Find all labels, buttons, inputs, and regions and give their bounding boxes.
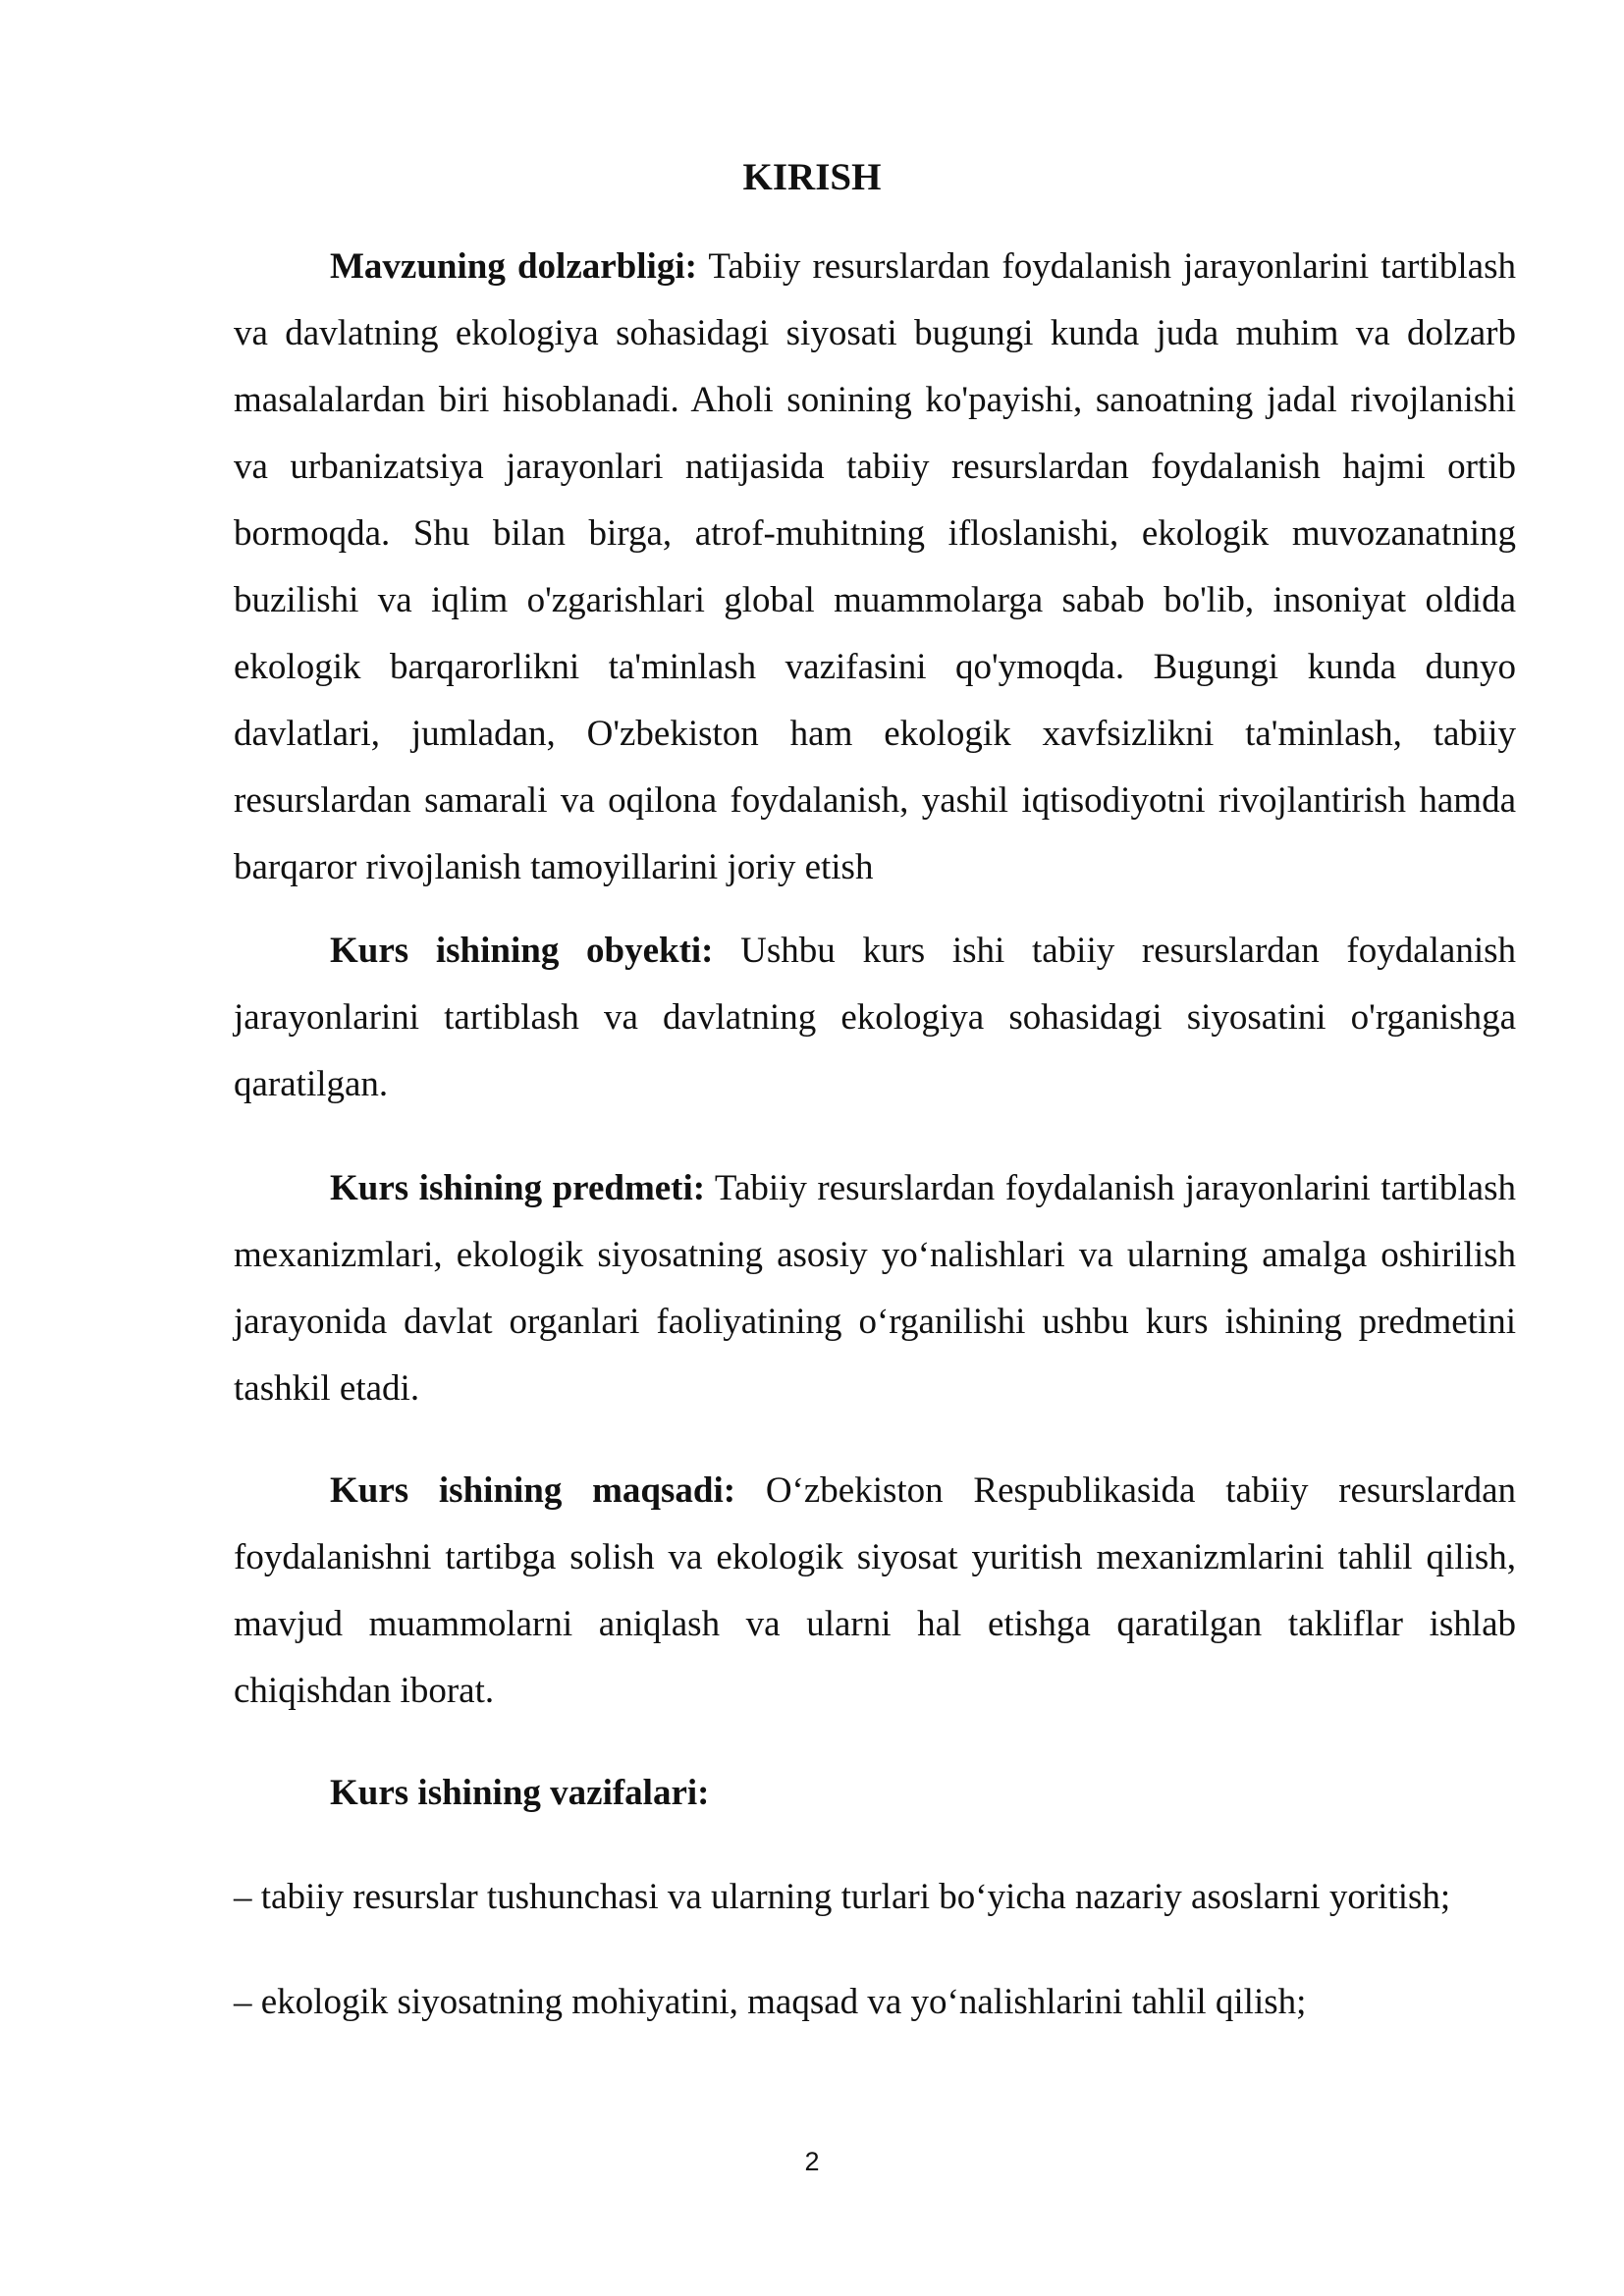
task-list-item: – ekologik siyosatning mohiyatini, maqsad va yo‘nalishlarini tahlil qilish; [234,1982,1307,2022]
paragraph-goal [234,1458,1516,1725]
paragraph-lead: Kurs ishining maqsadi: [330,1470,736,1511]
page-number: 2 [804,2147,820,2176]
paragraph-lead: Mavzuning dolzarbligi: [330,246,697,287]
paragraph-text: O‘zbekiston Respublikasida tabiiy resurslardan foydalanishni tartibga solish va ekologik siyosat yuritish mexanizmlarini tahlil qilish, mavjud muammolarni aniqlash va ularni hal etishga qaratilgan takliflar ishlab chiqishdan iborat. [234,1470,1516,1711]
task-list-item: – tabiiy resurslar tushunchasi va ularning turlari bo‘yicha nazariy asoslarni yoritish; [234,1877,1451,1917]
paragraph-lead: Kurs ishining obyekti: [330,931,714,971]
paragraph-text: Tabiiy resurslardan foydalanish jarayonlarini tartiblash mexanizmlari, ekologik siyosatning asosiy yo‘nalishlari va ularning amalga oshirilish jarayonida davlat organlari faoliyatining o‘rganilishi ushbu kurs ishining predmetini tashkil etadi. [234,1168,1516,1409]
tasks-heading: Kurs ishining vazifalari: [330,1773,710,1813]
paragraph-subject [234,1155,1516,1422]
page-title: KIRISH [742,156,882,198]
paragraph-text: Ushbu kurs ishi tabiiy resurslardan foydalanish jarayonlarini tartiblash va davlatning ekologiya sohasidagi siyosatini o'rganishga qaratilgan. [234,931,1517,1104]
paragraph-lead: Kurs ishining predmeti: [330,1168,706,1208]
paragraph-object [234,918,1516,1118]
paragraph-relevance [234,234,1516,901]
paragraph-text: Tabiiy resurslardan foydalanish jarayonlarini tartiblash va davlatning ekologiya sohasidagi siyosati bugungi kunda juda muhim va dolzarb masalalardan biri hisoblanadi. Aholi sonining ko'payishi, sanoatning jadal rivojlanishi va urbanizatsiya jarayonlari natijasida tabiiy resurslardan foydalanish hajmi ortib bormoqda. Shu bilan birga, atrof-muhitning ifloslanishi, ekologik muvozanatning buzilishi va iqlim o'zgarishlari global muammolarga sabab bo'lib, insoniyat oldida ekologik barqarorlikni ta'minlash vazifasini qo'ymoqda. Bugungi kunda dunyo davlatlari, jumladan, O'zbekiston ham ekologik xavfsizlikni ta'minlash, tabiiy resurslardan samarali va oqilona foydalanish, yashil iqtisodiyotni rivojlantirish hamda barqaror rivojlanish tamoyillarini joriy etish [234,246,1516,887]
